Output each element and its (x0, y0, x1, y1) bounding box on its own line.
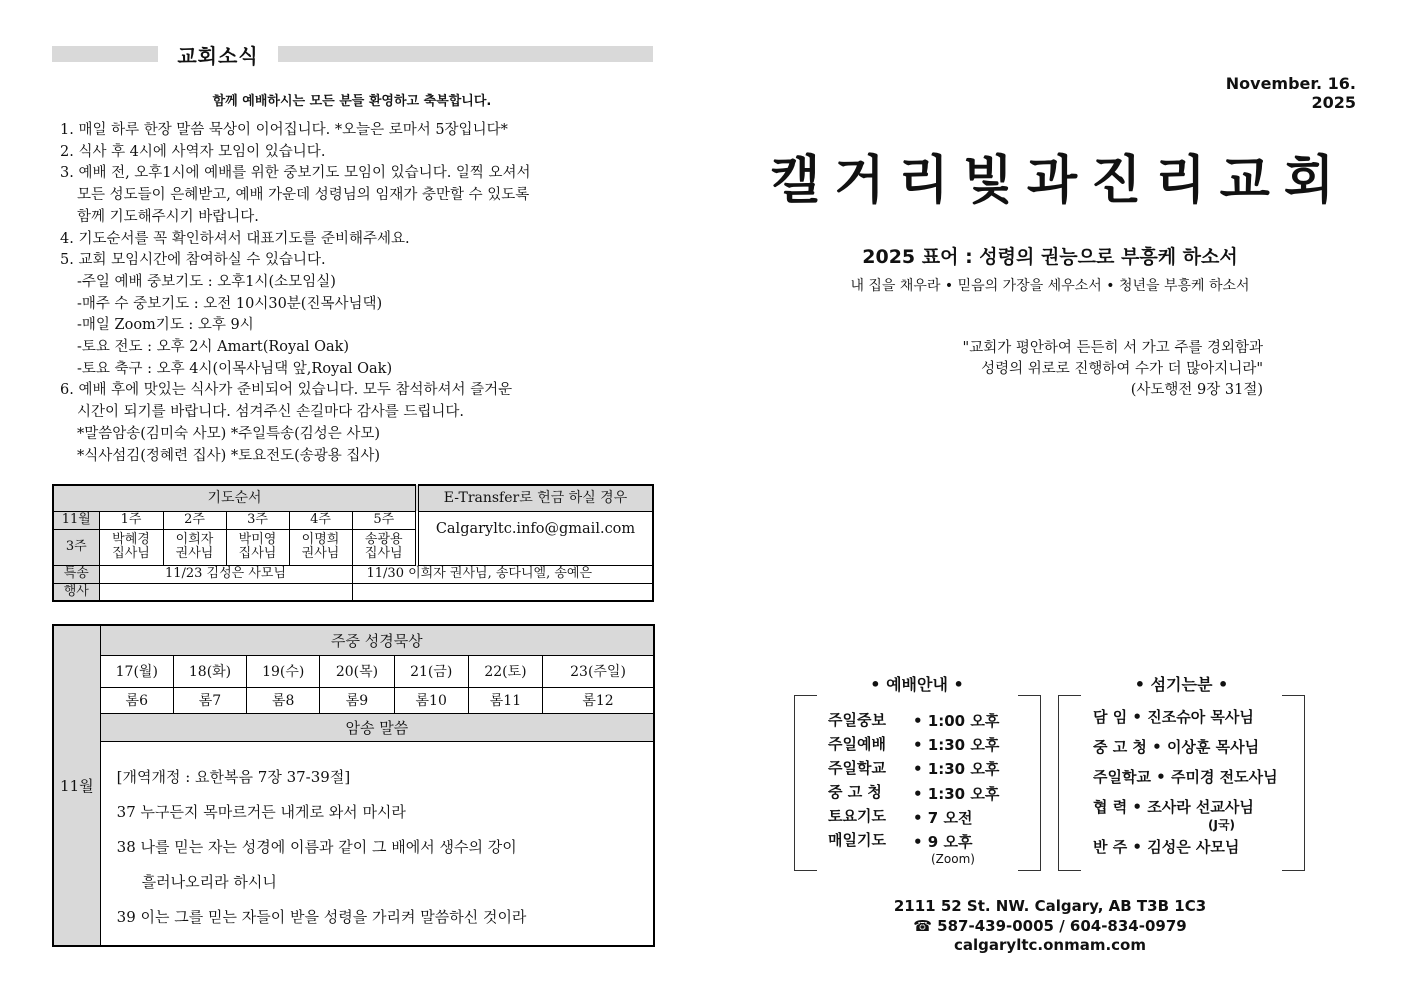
prayer-name: 이명희 (301, 532, 340, 547)
cover-verse-line: "교회가 평안하여 든든히 서 가고 주를 경외함과 (962, 340, 1263, 356)
memory-verse-title: 암송 말씀 (100, 713, 654, 741)
week-header: 3주 (226, 511, 289, 529)
worship-time: • 9 오후 (913, 833, 973, 851)
prayer-name: 송광용 (364, 532, 403, 547)
cover-verse-reference: (사도행전 9장 31절) (1130, 382, 1263, 398)
worship-time: • 1:00 오후 (913, 712, 1000, 730)
prayer-title: 권사님 (301, 546, 340, 561)
welcome-message: 함께 예배하시는 모든 분들 환영하고 축복합니다. (212, 94, 492, 109)
news-line: -토요 전도 : 오후 2시 Amart(Royal Oak) (77, 339, 350, 356)
prayer-month: 11월 (53, 511, 99, 529)
special-song-1: 11/23 김성은 사모님 (99, 565, 352, 583)
weekly-month: 11월 (53, 625, 100, 946)
worship-name: 주일학교 (828, 759, 886, 777)
prayer-name: 이희자 (175, 532, 214, 547)
week-header: 1주 (99, 511, 163, 529)
news-line: -토요 축구 : 오후 4시(이목사님댁 앞,Royal Oak) (77, 360, 393, 377)
day-header: 21(금) (394, 655, 468, 687)
prayer-name: 박미영 (238, 532, 277, 547)
prayer-title: 집사님 (112, 546, 150, 561)
weekly-meditation-table (52, 624, 655, 947)
news-line: 4. 기도순서를 꼭 확인하셔서 대표기도를 준비해주세요. (60, 230, 410, 247)
prayer-name-cell (226, 529, 289, 565)
worship-name: 매일기도 (828, 831, 886, 849)
worship-name: 중 고 청 (828, 783, 882, 801)
servant-entry: 담 임 • 진조슈아 목사님 (1093, 708, 1254, 726)
servant-entry: 주일학교 • 주미경 전도사님 (1093, 768, 1278, 786)
prayer-name-cell (352, 529, 417, 565)
reading-cell: 롬12 (543, 687, 654, 713)
news-title: 교회소식 (177, 44, 259, 68)
prayer-row-label: 3주 (53, 529, 99, 565)
servant-entry: 중 고 청 • 이상훈 목사님 (1093, 738, 1260, 756)
servant-entry: 반 주 • 김성은 사모님 (1093, 838, 1240, 856)
event-cell-1 (99, 583, 352, 601)
day-header: 19(수) (247, 655, 320, 687)
prayer-title: 집사님 (364, 546, 403, 561)
worship-time: • 1:30 오후 (913, 760, 1000, 778)
yearly-motto: 2025 표어 : 성령의 권능으로 부흥케 하소서 (862, 246, 1238, 268)
verse-line: 흘러나오리라 하시니 (141, 872, 277, 891)
news-line: -매주 수 중보기도 : 오전 10시30분(진목사님댁) (77, 295, 383, 312)
prayer-title: 집사님 (238, 546, 277, 561)
news-line: 2. 식사 후 4시에 사역자 모임이 있습니다. (60, 143, 326, 160)
church-name: 캘거리빛과진리교회 (770, 151, 1349, 211)
worship-name: 주일예배 (828, 735, 886, 753)
news-line: -주일 예배 중보기도 : 오후1시(소모임실) (77, 273, 336, 290)
news-line: 1. 매일 하루 한장 말씀 묵상이 이어집니다. *오늘은 로마서 5장입니다* (60, 122, 508, 138)
prayer-name: 박혜경 (112, 532, 150, 547)
church-phone: ☎ 587-439-0005 / 604-834-0979 (913, 917, 1187, 935)
prayer-order-table (52, 484, 654, 602)
week-header: 5주 (352, 511, 417, 529)
special-song-2: 11/30 이희자 권사님, 송다니엘, 송예은 (352, 565, 653, 583)
prayer-title: 권사님 (175, 546, 214, 561)
servants-title: • 섬기는분 • (1134, 675, 1229, 694)
day-header: 22(토) (468, 655, 542, 687)
worship-time: • 1:30 오후 (913, 736, 1000, 754)
church-address: 2111 52 St. NW. Calgary, AB T3B 1C3 (893, 897, 1207, 915)
news-line: *식사섬김(정혜련 집사) *토요전도(송광용 집사) (77, 447, 381, 464)
news-list (60, 120, 650, 467)
worship-time: • 1:30 오후 (913, 785, 1000, 803)
verse-line: 39 이는 그를 믿는 자들이 받을 성령을 가리켜 말씀하신 것이라 (116, 907, 527, 926)
worship-time: • 7 오전 (913, 809, 973, 827)
prayer-name-cell (289, 529, 352, 565)
reading-cell: 롬7 (173, 687, 246, 713)
worship-name: 토요기도 (828, 807, 886, 825)
week-header: 4주 (289, 511, 352, 529)
reading-cell: 롬11 (468, 687, 542, 713)
news-line: *말씀암송(김미숙 사모) *주일특송(김성은 사모) (77, 425, 381, 442)
event-label: 행사 (53, 583, 99, 601)
cover-verse (880, 338, 1263, 401)
special-label: 특송 (53, 565, 99, 583)
reading-cell: 롬10 (394, 687, 468, 713)
news-line: 6. 예배 후에 맛있는 식사가 준비되어 있습니다. 모두 참석하셔서 즐거운 (60, 382, 513, 399)
news-header-bar-right (278, 46, 653, 62)
zoom-note: (Zoom) (931, 852, 975, 866)
servant-entry-note: (J국) (1208, 818, 1236, 832)
news-line: 시간이 되기를 바랍니다. 섬겨주신 손길마다 감사를 드립니다. (77, 404, 465, 421)
reading-cell: 롬9 (320, 687, 394, 713)
prayer-name-cell (163, 529, 226, 565)
news-line: 5. 교회 모임시간에 참여하실 수 있습니다. (60, 252, 326, 269)
news-line: 3. 예배 전, 오후1시에 예배를 위한 중보기도 모임이 있습니다. 일찍 오셔서 (60, 165, 531, 182)
news-line: 모든 성도들이 은혜받고, 예배 가운데 성령님의 임재가 충만할 수 있도록 (77, 187, 530, 204)
cover-verse-line: 성령의 위로로 진행하여 수가 더 많아지니라" (981, 361, 1263, 377)
prayer-name-cell (99, 529, 163, 565)
memory-verse-body (100, 741, 654, 946)
news-line: -매일 Zoom기도 : 오후 9시 (77, 317, 254, 334)
prayer-header: 기도순서 (53, 485, 417, 511)
church-website[interactable]: calgaryltc.onmam.com (954, 936, 1146, 954)
verse-reference: [개역개정 : 요한복음 7장 37-39절] (116, 767, 351, 786)
reading-cell: 롬6 (100, 687, 173, 713)
verse-line: 38 나를 믿는 자는 성경에 이름과 같이 그 배에서 생수의 강이 (116, 837, 517, 856)
transfer-header: E-Transfer로 헌금 하실 경우 (417, 485, 653, 511)
day-header: 17(월) (100, 655, 173, 687)
news-line: 함께 기도해주시기 바랍니다. (77, 208, 259, 225)
motto-subtitle: 내 집을 채우라 • 믿음의 가장을 세우소서 • 청년을 부흥케 하소서 (850, 278, 1250, 294)
servant-entry: 협 력 • 조사라 선교사님 (1093, 798, 1254, 816)
reading-cell: 롬8 (247, 687, 320, 713)
worship-name: 주일중보 (828, 711, 886, 729)
worship-guide-title: • 예배안내 • (870, 675, 964, 694)
bulletin-date: November. 16. 2025 (1225, 74, 1356, 112)
transfer-email: Calgaryltc.info@gmail.com (417, 511, 653, 565)
verse-line: 37 누구든지 목마르거든 내게로 와서 마시라 (116, 802, 406, 821)
meditation-title: 주중 성경묵상 (100, 625, 654, 655)
day-header: 20(목) (320, 655, 394, 687)
day-header: 18(화) (173, 655, 246, 687)
news-header-bar-left (52, 46, 158, 62)
day-header: 23(주일) (543, 655, 654, 687)
week-header: 2주 (163, 511, 226, 529)
event-cell-2 (352, 583, 653, 601)
